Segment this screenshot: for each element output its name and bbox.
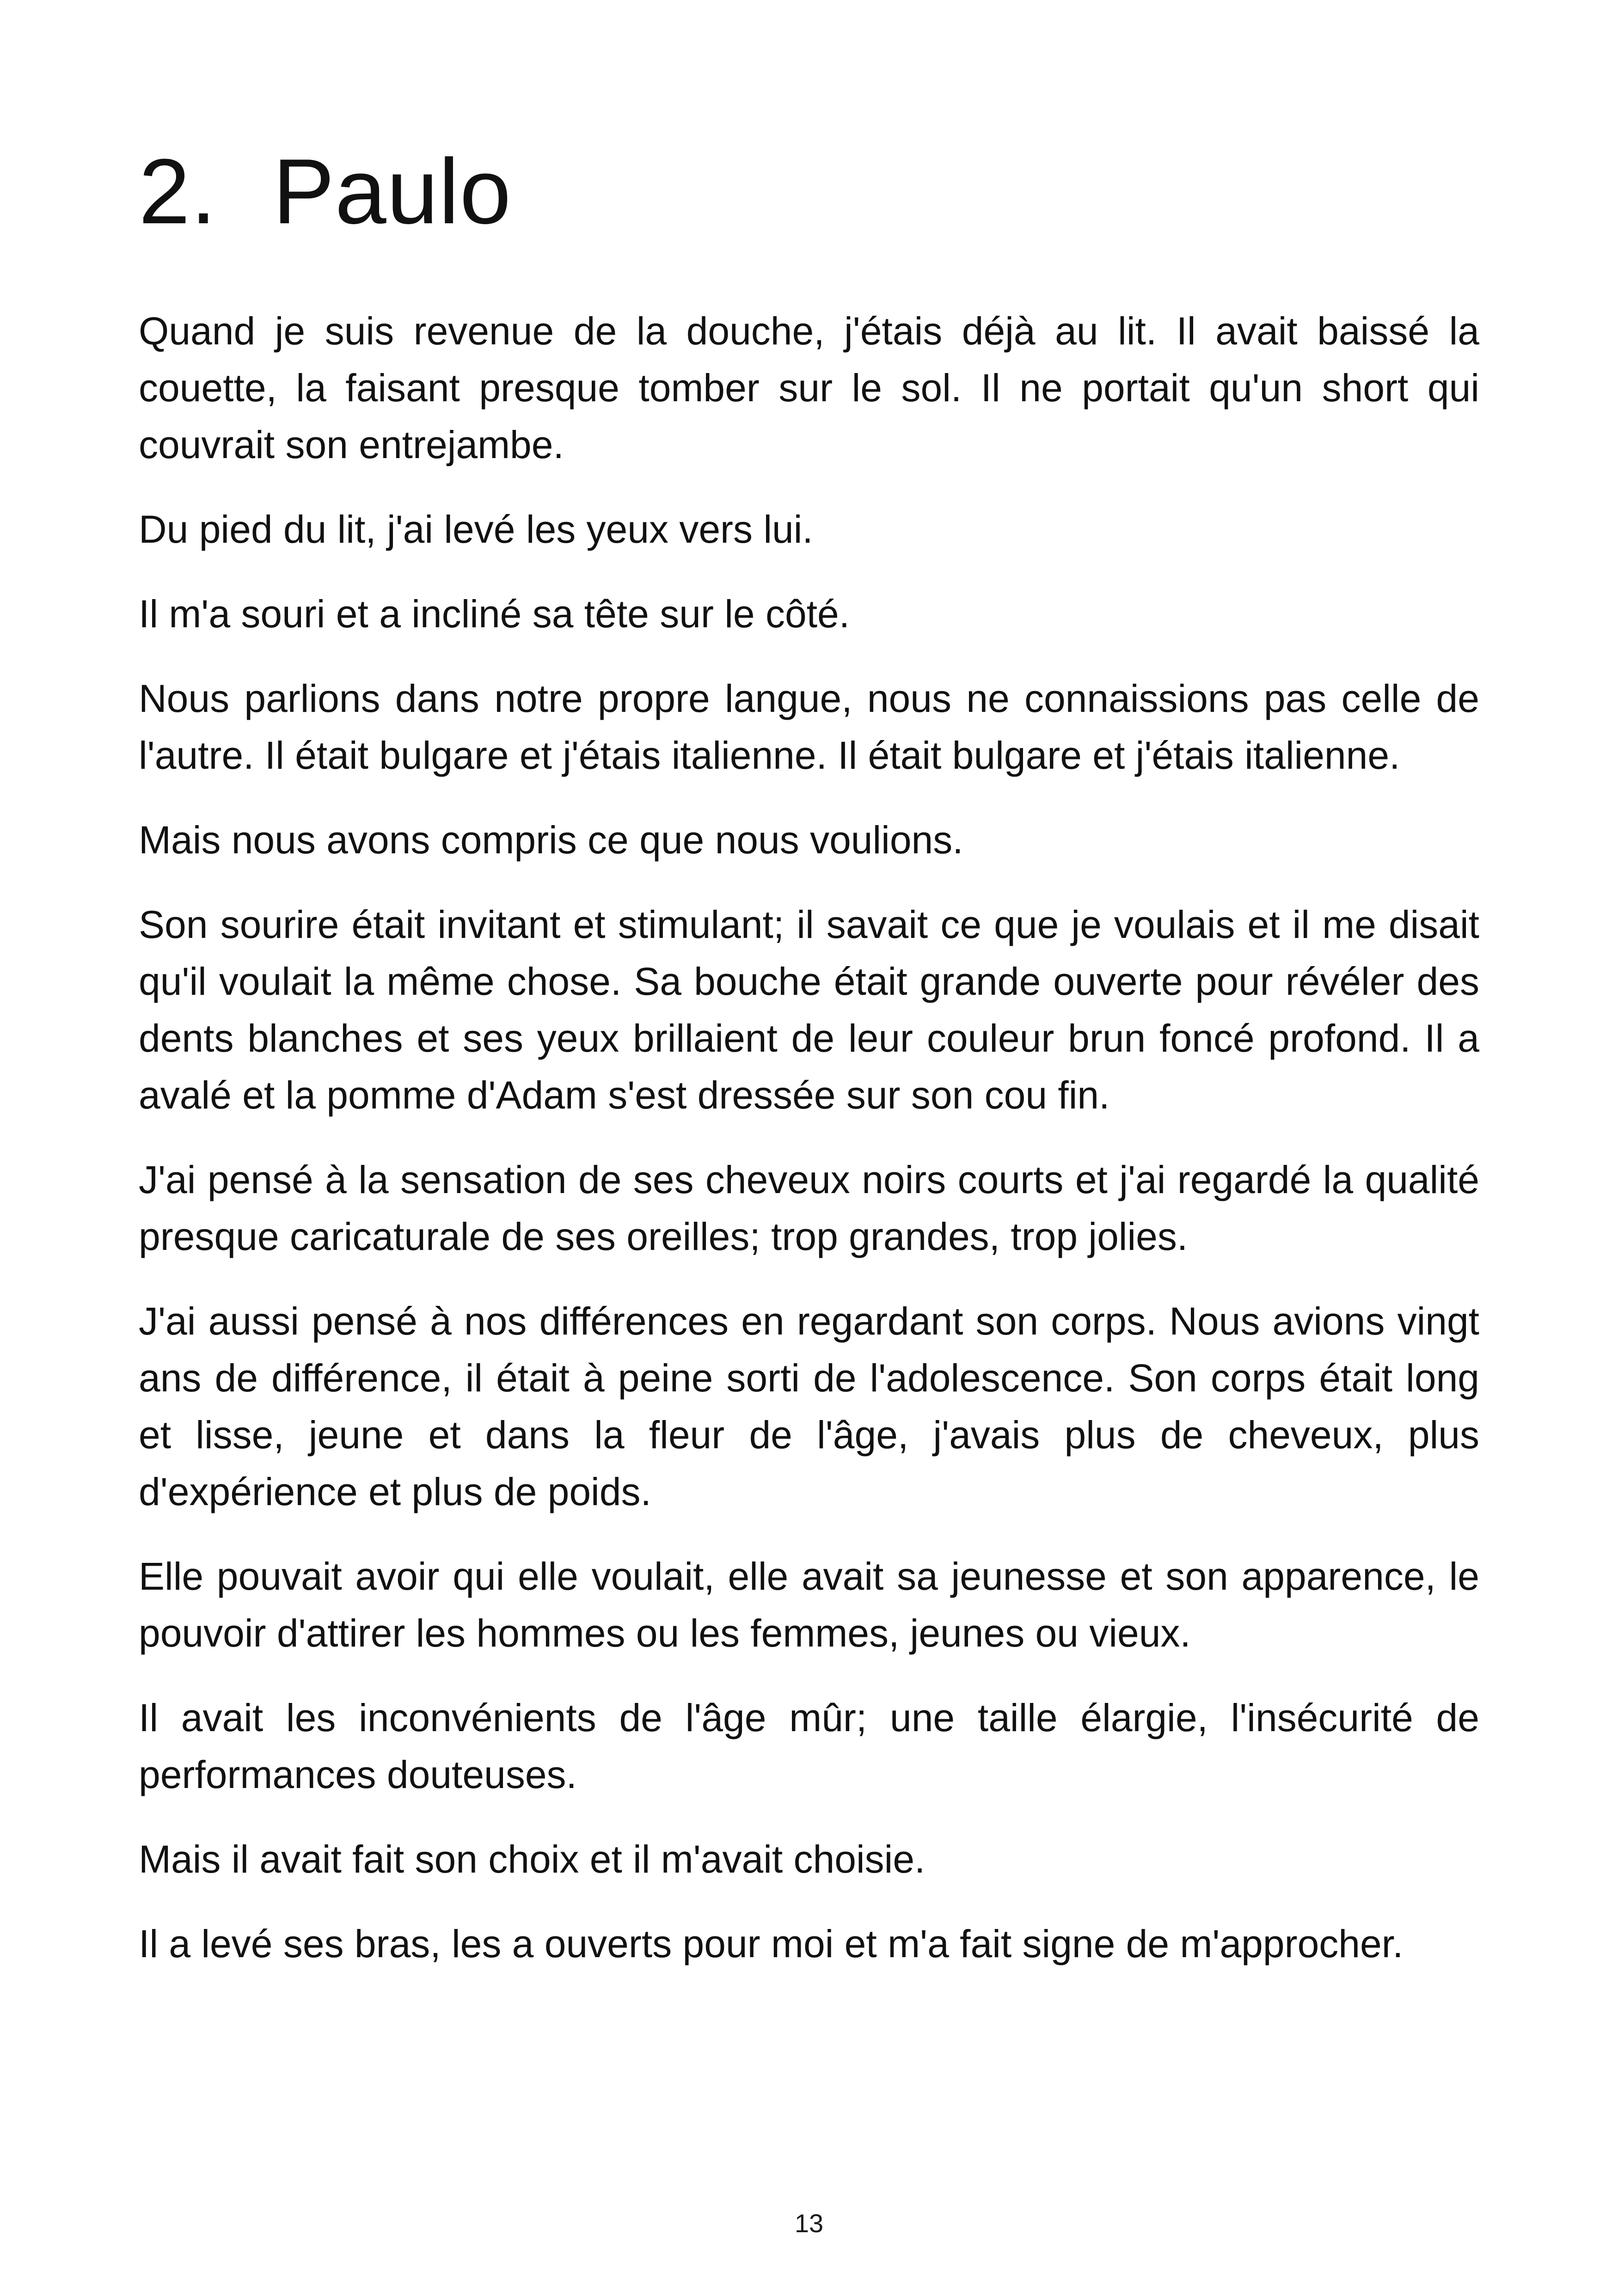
paragraph-6: Son sourire était invitant et stimulant; il savait ce que je voulais et il me disait qu'il voulait la même chose. Sa bouche était grande ouverte pour révéler des dents blanches et ses yeux brillaient de leur couleur brun foncé profond. Il a avalé et la pomme d'Adam s'est dressée sur son cou fin. bbox=[139, 903, 1479, 1117]
paragraph-4: Nous parlions dans notre propre langue, nous ne connaissions pas celle de l'autre. Il était bulgare et j'étais italienne. Il était bulgare et j'étais italienne. bbox=[139, 677, 1479, 777]
page-number: 13 bbox=[794, 2209, 824, 2238]
paragraph-12: Il a levé ses bras, les a ouverts pour moi et m'a fait signe de m'approcher. bbox=[139, 1922, 1403, 1965]
paragraph-3: Il m'a souri et a incliné sa tête sur le côté. bbox=[139, 592, 850, 636]
paragraph-1: Quand je suis revenue de la douche, j'étais déjà au lit. Il avait baissé la couette, la faisant presque tomber sur le sol. Il ne portait qu'un short qui couvrait son entrejambe. bbox=[139, 309, 1479, 466]
paragraph-8: J'ai aussi pensé à nos différences en regardant son corps. Nous avions vingt ans de différence, il était à peine sorti de l'adolescence. Son corps était long et lisse, jeune et dans la fleur de l'âge, j'avais plus de cheveux, plus d'expérience et plus de poids. bbox=[139, 1299, 1479, 1513]
paragraph-7: J'ai pensé à la sensation de ses cheveux noirs courts et j'ai regardé la qualité presque caricaturale de ses oreilles; trop grandes, trop jolies. bbox=[139, 1158, 1479, 1258]
paragraph-5: Mais nous avons compris ce que nous voulions. bbox=[139, 818, 963, 862]
chapter-body bbox=[139, 303, 1479, 2000]
chapter-title: Paulo bbox=[273, 140, 512, 243]
paragraph-2: Du pied du lit, j'ai levé les yeux vers lui. bbox=[139, 508, 813, 551]
paragraph-9: Elle pouvait avoir qui elle voulait, elle avait sa jeunesse et son apparence, le pouvoir d'attirer les hommes ou les femmes, jeunes ou vieux. bbox=[139, 1555, 1479, 1655]
chapter-number: 2. bbox=[139, 140, 217, 243]
paragraph-10: Il avait les inconvénients de l'âge mûr; une taille élargie, l'insécurité de performances douteuses. bbox=[139, 1696, 1479, 1796]
chapter-heading bbox=[139, 140, 512, 243]
paragraph-11: Mais il avait fait son choix et il m'avait choisie. bbox=[139, 1837, 925, 1881]
